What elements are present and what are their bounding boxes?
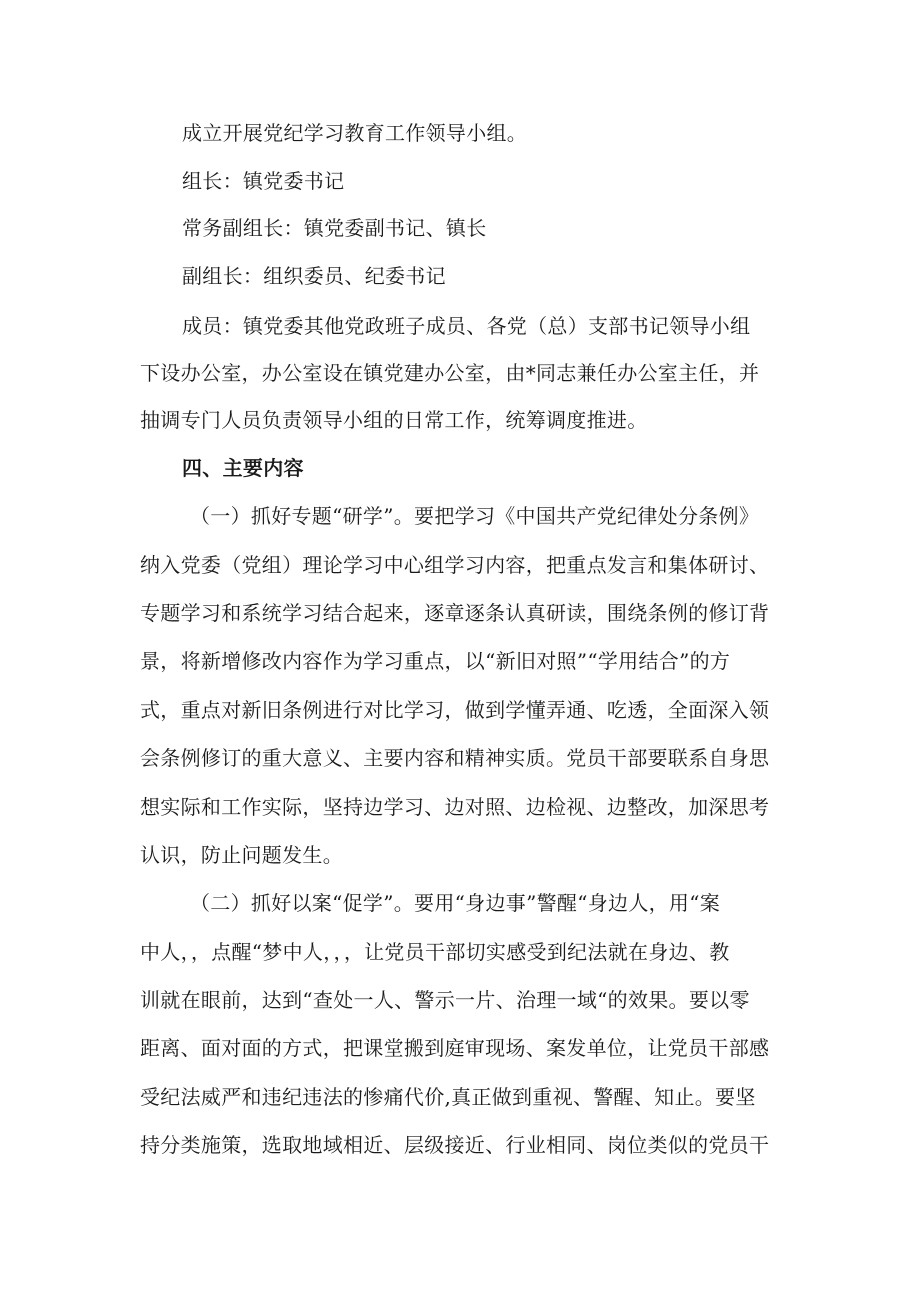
paragraph-line: 景，将新增修改内容作为学习重点，以“新旧对照”“学用结合”的方 <box>140 649 731 673</box>
paragraph-line: 受纪法威严和违纪违法的惨痛代价,真正做到重视、警醒、知止。要坚 <box>140 1085 756 1109</box>
paragraph-line: 成立开展党纪学习教育工作领导小组。 <box>182 121 528 145</box>
paragraph-line: 认识，防止问题发生。 <box>140 843 343 867</box>
paragraph-line: 下设办公室，办公室设在镇党建办公室，由*同志兼任办公室主任，并 <box>140 361 760 385</box>
paragraph-line: 副组长：组织委员、纪委书记 <box>182 264 446 288</box>
paragraph-line: 组长：镇党委书记 <box>182 169 345 193</box>
paragraph-line: 式，重点对新旧条例进行对比学习，做到学懂弄通、吃透，全面深入领 <box>140 698 770 722</box>
paragraph-line: 中人，，点醒“梦中人，，，让党员干部切实感受到纪法就在身边、教 <box>140 940 730 964</box>
paragraph-line: （一）抓好专题“研学”。要把学习《中国共产党纪律处分条例》 <box>190 504 760 528</box>
paragraph-line: 专题学习和系统学习结合起来，逐章逐条认真研读，围绕条例的修订背 <box>140 601 770 625</box>
paragraph-line: 训就在眼前，达到“查处一人、警示一片、治理一域“的效果。要以零 <box>140 988 750 1012</box>
paragraph-line: （二）抓好以案“促学”。要用“身边事”警醒“身边人，用“案 <box>190 891 721 915</box>
paragraph-line: 常务副组长：镇党委副书记、镇长 <box>182 216 487 240</box>
paragraph-line: 纳入党委（党组）理论学习中心组学习内容，把重点发言和集体研讨、 <box>140 553 770 577</box>
paragraph-line: 成员：镇党委其他党政班子成员、各党（总）支部书记领导小组 <box>182 314 751 338</box>
section-heading: 四、主要内容 <box>182 456 304 480</box>
paragraph-line: 距离、面对面的方式，把课堂搬到庭审现场、案发单位，让党员干部感 <box>140 1036 770 1060</box>
paragraph-line: 会条例修订的重大意义、主要内容和精神实质。党员干部要联系自身思 <box>140 746 770 770</box>
paragraph-line: 想实际和工作实际，坚持边学习、边对照、边检视、边整改，加深思考 <box>140 795 770 819</box>
paragraph-line: 抽调专门人员负责领导小组的日常工作，统筹调度推进。 <box>140 408 648 432</box>
paragraph-line: 持分类施策，选取地域相近、层级接近、行业相同、岗位类似的党员干 <box>140 1133 770 1157</box>
